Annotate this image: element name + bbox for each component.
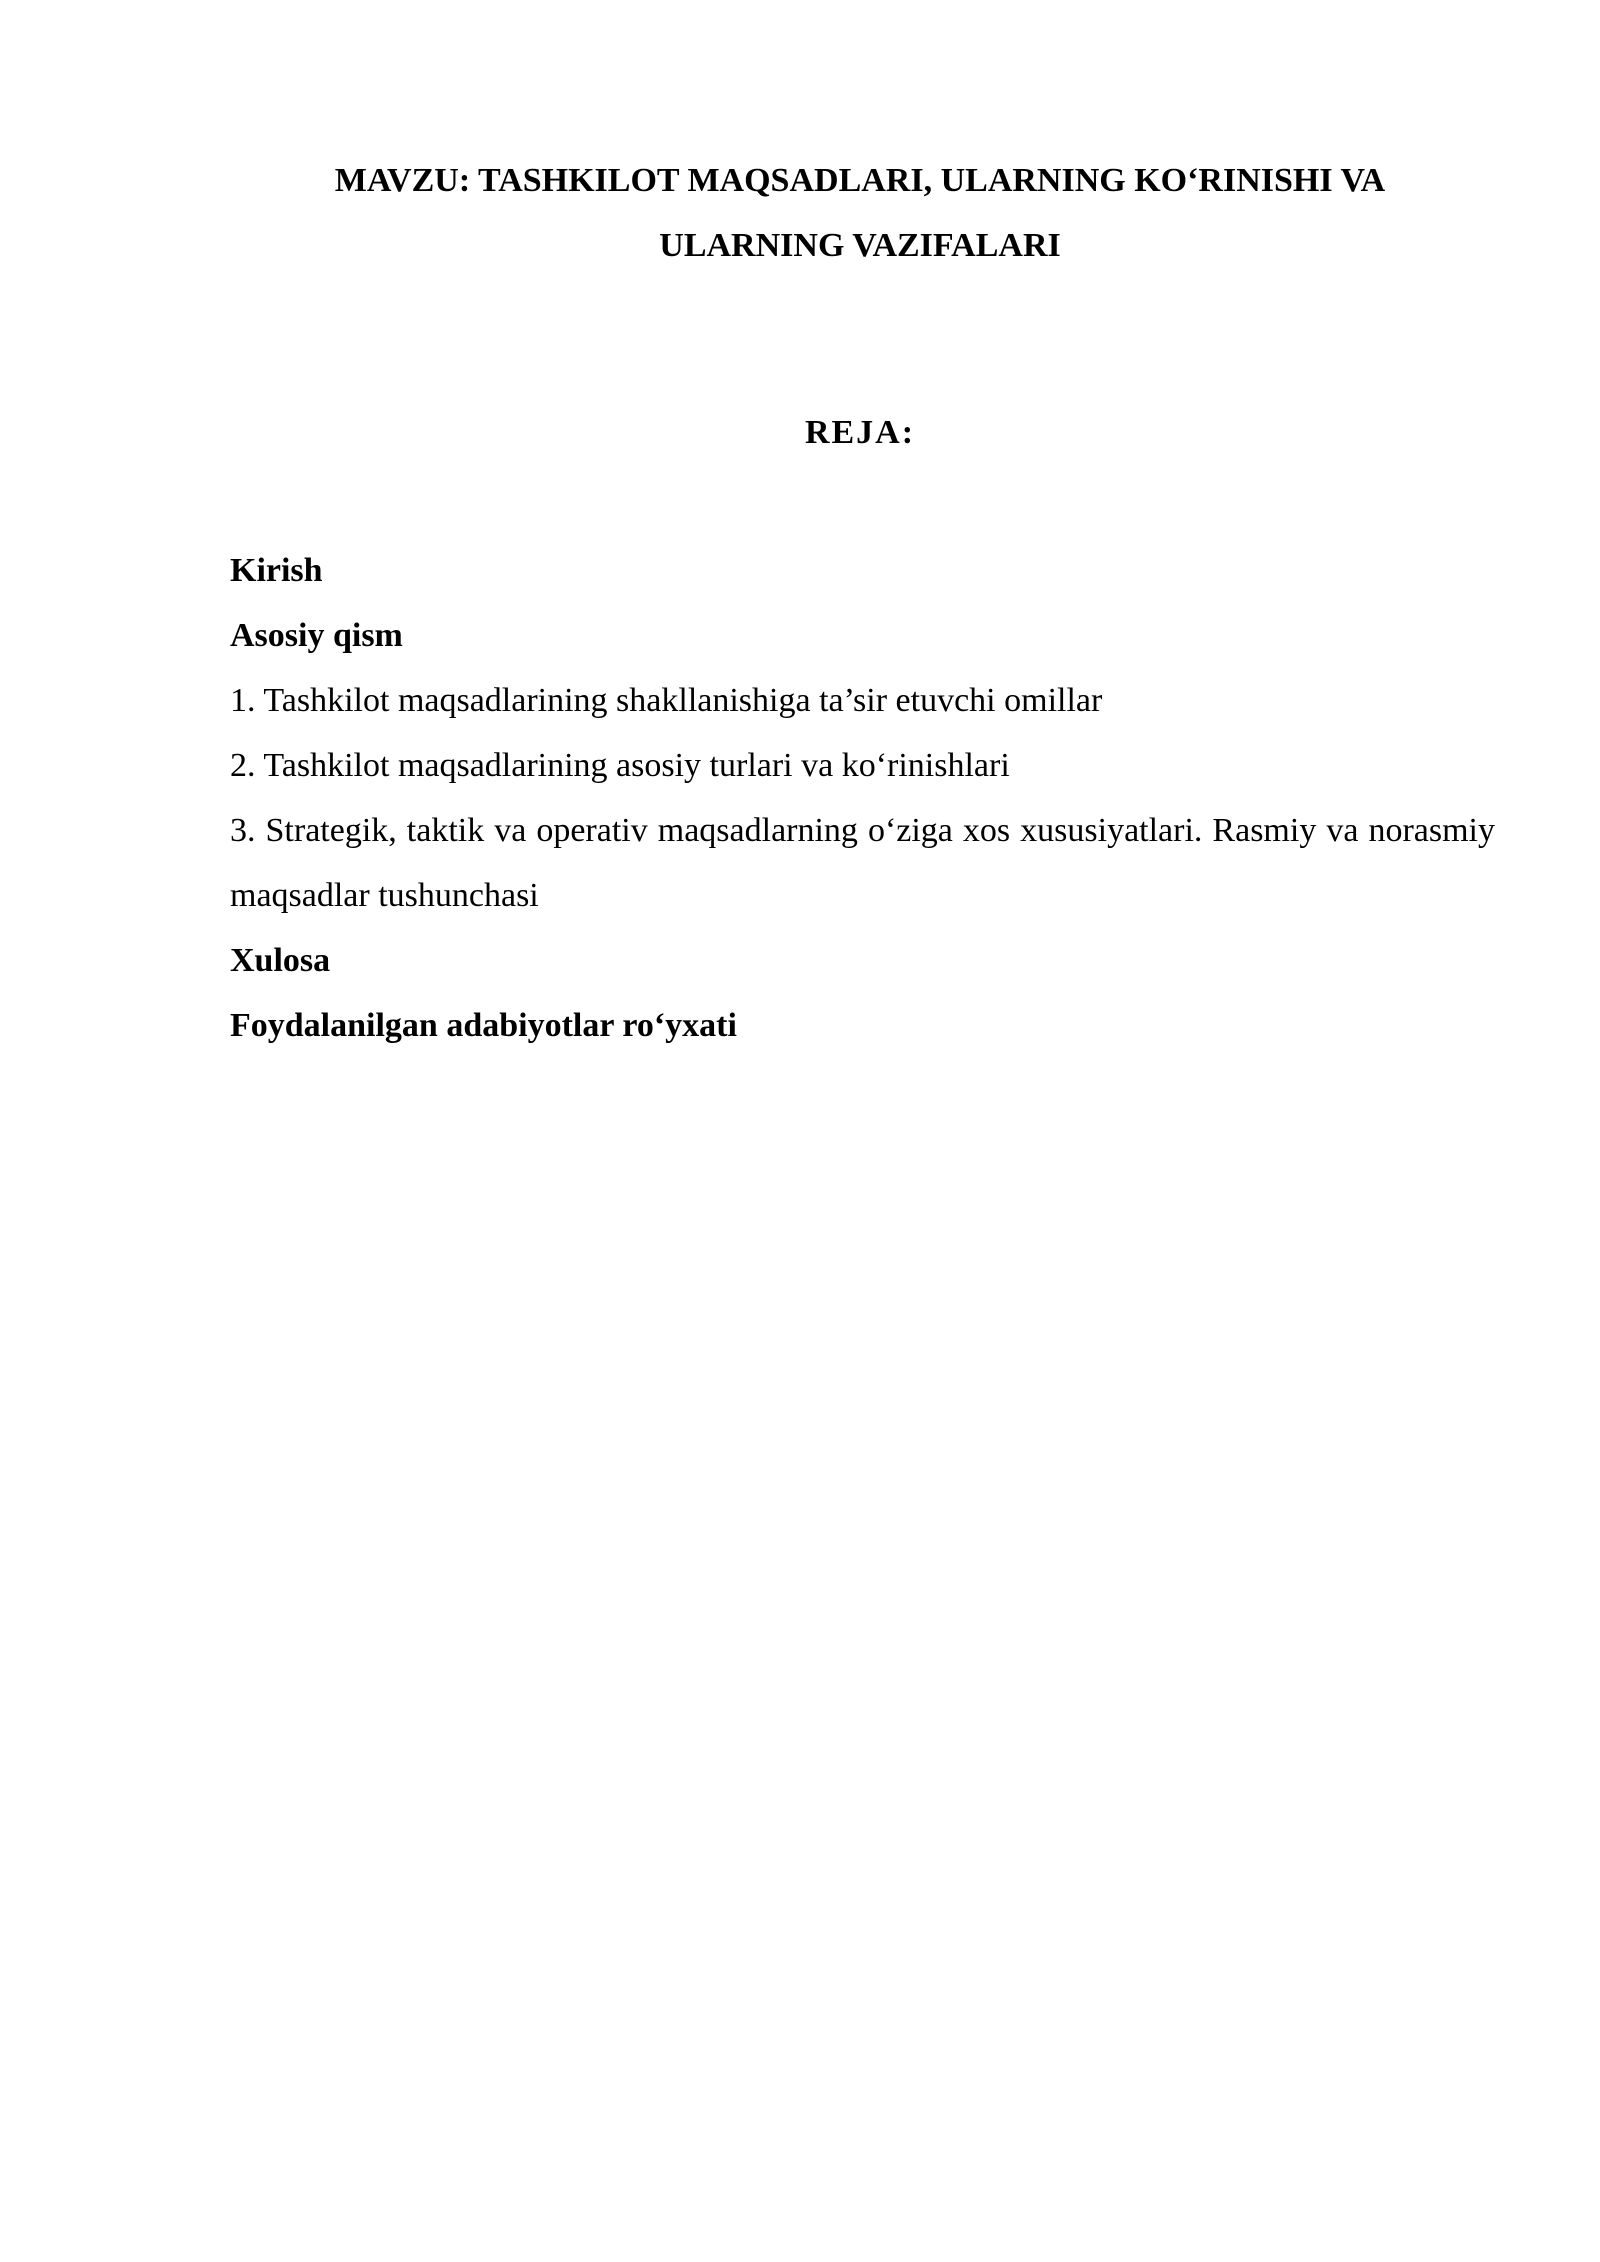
document-title-line-2: ULARNING VAZIFALARI [659, 227, 1061, 264]
plan-item-3: 3. Strategik, taktik va operativ maqsadlarning o‘ziga xos xususiyatlari. Rasmiy va norasmiy maqsadlar tushunchasi [230, 812, 1495, 914]
plan-item-1: 1. Tashkilot maqsadlarining shakllanishiga ta’sir etuvchi omillar [230, 682, 1103, 719]
plan-item-references: Foydalanilgan adabiyotlar ro‘yxati [230, 1007, 737, 1044]
document-title [230, 148, 1490, 278]
plan-item-main-part: Asosiy qism [230, 617, 403, 654]
plan-item-introduction: Kirish [230, 552, 323, 589]
plan-item-conclusion: Xulosa [230, 942, 331, 979]
plan-list [230, 538, 1495, 1058]
plan-heading: REJA: [804, 414, 916, 451]
plan-item-2: 2. Tashkilot maqsadlarining asosiy turlari va ko‘rinishlari [230, 747, 1010, 784]
document-title-line-1: MAVZU: TASHKILOT MAQSADLARI, ULARNING KO‘RINISHI VA [334, 162, 1386, 199]
